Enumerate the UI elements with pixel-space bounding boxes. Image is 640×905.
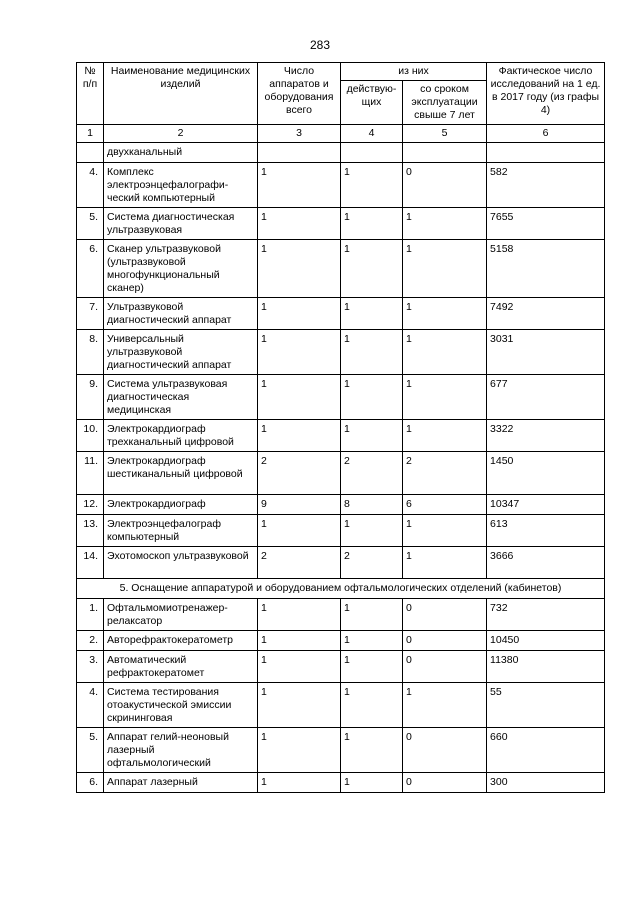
row-number: 14. [77,547,104,579]
column-number: 1 [77,125,104,143]
header-name: Наименование медицинских изделий [104,63,258,125]
table-row [77,240,605,298]
old-count: 1 [403,330,487,375]
column-number: 4 [341,125,403,143]
old-count: 1 [403,298,487,330]
item-name: двухканальный [104,143,258,163]
table-row [77,208,605,240]
row-number: 1. [77,599,104,631]
old-count: 1 [403,240,487,298]
active-count: 8 [341,495,403,515]
fact-count: 10450 [487,631,605,651]
total-count: 1 [258,773,341,793]
table-row [77,298,605,330]
fact-count: 5158 [487,240,605,298]
total-count: 1 [258,298,341,330]
row-number: 11. [77,452,104,495]
table-row [77,515,605,547]
section-title: 5. Оснащение аппаратурой и оборудованием офтальмологических отделений (кабинетов) [77,579,605,599]
item-name: Аппарат гелий-неоновый лазерный офтальмологический [104,728,258,773]
item-name: Аппарат лазерный [104,773,258,793]
row-number: 6. [77,240,104,298]
total-count: 1 [258,599,341,631]
row-number: 4. [77,163,104,208]
item-name: Система тестирования отоакустической эмиссии скрининговая [104,683,258,728]
table-row [77,375,605,420]
old-count: 2 [403,452,487,495]
header-group: из них [341,63,487,81]
old-count: 6 [403,495,487,515]
item-name: Офтальмомиотренажер-релаксатор [104,599,258,631]
old-count: 0 [403,773,487,793]
total-count: 1 [258,515,341,547]
old-count: 0 [403,631,487,651]
active-count: 1 [341,420,403,452]
old-count: 1 [403,683,487,728]
table-row [77,330,605,375]
total-count: 1 [258,631,341,651]
fact-count: 7655 [487,208,605,240]
item-name: Автоматический рефрактокератомет [104,651,258,683]
header-row-1 [77,63,605,81]
row-number: 3. [77,651,104,683]
section-5 [77,579,605,599]
total-count: 1 [258,728,341,773]
active-count: 1 [341,728,403,773]
total-count [258,143,341,163]
fact-count: 7492 [487,298,605,330]
item-name: Электроэнцефалограф компьютерный [104,515,258,547]
active-count: 1 [341,298,403,330]
column-number: 2 [104,125,258,143]
fact-count: 11380 [487,651,605,683]
table-body-main [77,143,605,579]
row-number: 6. [77,773,104,793]
old-count: 0 [403,651,487,683]
fact-count: 582 [487,163,605,208]
active-count: 1 [341,599,403,631]
row-number: 7. [77,298,104,330]
active-count: 1 [341,330,403,375]
total-count: 1 [258,420,341,452]
old-count: 1 [403,420,487,452]
total-count: 1 [258,375,341,420]
total-count: 1 [258,683,341,728]
fact-count: 613 [487,515,605,547]
fact-count [487,143,605,163]
equipment-table [76,62,605,793]
old-count: 0 [403,599,487,631]
row-number: 9. [77,375,104,420]
fact-count: 10347 [487,495,605,515]
active-count: 1 [341,163,403,208]
table-body-section [77,599,605,793]
fact-count: 3322 [487,420,605,452]
active-count: 1 [341,515,403,547]
active-count: 1 [341,240,403,298]
row-number: 2. [77,631,104,651]
fact-count: 300 [487,773,605,793]
fact-count: 55 [487,683,605,728]
header-total: Число аппаратов и оборудования всего [258,63,341,125]
section-title-row [77,579,605,599]
item-name: Электрокардиограф шестиканальный цифровой [104,452,258,495]
active-count: 1 [341,375,403,420]
total-count: 1 [258,651,341,683]
fact-count: 3666 [487,547,605,579]
table-row [77,773,605,793]
active-count: 1 [341,651,403,683]
active-count: 1 [341,208,403,240]
item-name: Электрокардиограф трехканальный цифровой [104,420,258,452]
fact-count: 660 [487,728,605,773]
row-number [77,143,104,163]
table-row [77,547,605,579]
table-row [77,631,605,651]
active-count: 1 [341,683,403,728]
old-count [403,143,487,163]
table-row [77,452,605,495]
fact-count: 3031 [487,330,605,375]
column-number: 3 [258,125,341,143]
active-count [341,143,403,163]
row-number: 5. [77,728,104,773]
header-active: действую-щих [341,81,403,125]
item-name: Система диагностическая ультразвуковая [104,208,258,240]
item-name: Комплекс электроэнцефалографи-ческий компьютерный [104,163,258,208]
table-row [77,599,605,631]
fact-count: 1450 [487,452,605,495]
old-count: 1 [403,208,487,240]
item-name: Авторефрактокератометр [104,631,258,651]
row-number: 10. [77,420,104,452]
active-count: 2 [341,547,403,579]
row-number: 12. [77,495,104,515]
item-name: Универсальный ультразвуковой диагностический аппарат [104,330,258,375]
item-name: Ультразвуковой диагностический аппарат [104,298,258,330]
item-name: Эхотомоскоп ультразвуковой [104,547,258,579]
total-count: 9 [258,495,341,515]
old-count: 0 [403,163,487,208]
row-number: 8. [77,330,104,375]
column-numbers-row [77,125,605,143]
table-row [77,728,605,773]
total-count: 1 [258,330,341,375]
table-row [77,495,605,515]
item-name: Система ультразвуковая диагностическая медицинская [104,375,258,420]
active-count: 2 [341,452,403,495]
table-row [77,420,605,452]
column-number: 6 [487,125,605,143]
old-count: 1 [403,375,487,420]
total-count: 1 [258,208,341,240]
item-name: Сканер ультразвуковой (ультразвуковой многофункциональный сканер) [104,240,258,298]
column-number: 5 [403,125,487,143]
row-number: 4. [77,683,104,728]
fact-count: 677 [487,375,605,420]
table-row [77,651,605,683]
fact-count: 732 [487,599,605,631]
total-count: 1 [258,163,341,208]
active-count: 1 [341,631,403,651]
header-fact: Фактическое число исследований на 1 ед. в 2017 году (из графы 4) [487,63,605,125]
item-name: Электрокардиограф [104,495,258,515]
table-row [77,163,605,208]
total-count: 1 [258,240,341,298]
old-count: 0 [403,728,487,773]
header-old: со сроком эксплуатации свыше 7 лет [403,81,487,125]
table-row [77,683,605,728]
page-number: 283 [309,38,331,52]
header-num: № п/п [77,63,104,125]
active-count: 1 [341,773,403,793]
old-count: 1 [403,547,487,579]
total-count: 2 [258,452,341,495]
table-row [77,143,605,163]
row-number: 13. [77,515,104,547]
row-number: 5. [77,208,104,240]
old-count: 1 [403,515,487,547]
total-count: 2 [258,547,341,579]
